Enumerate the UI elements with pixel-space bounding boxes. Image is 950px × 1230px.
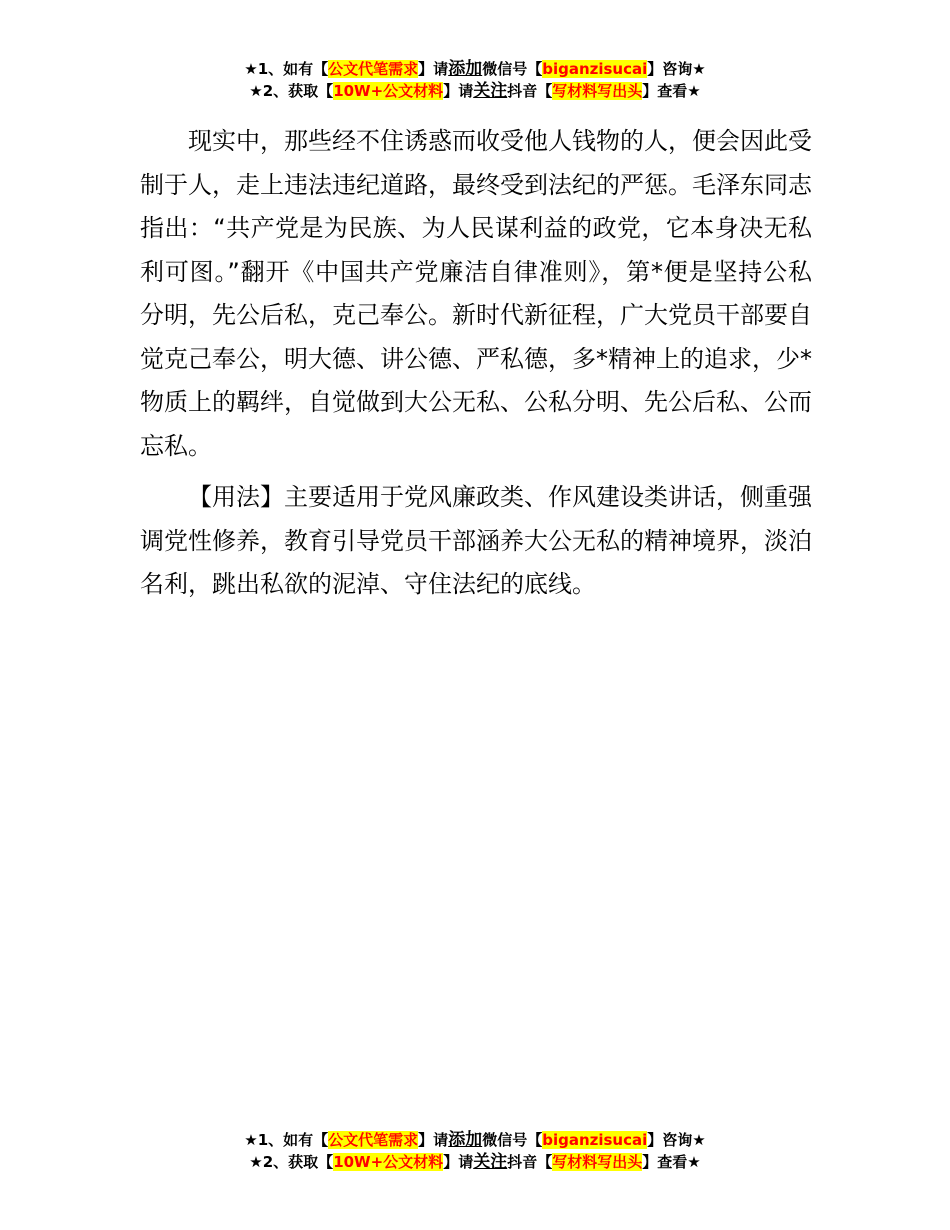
banner-text: 】查看★ <box>642 1153 701 1171</box>
banner-highlight: biganzisucai <box>542 60 648 78</box>
banner-underline: 关注 <box>473 81 508 101</box>
banner-underline: 关注 <box>473 1152 508 1172</box>
banner-text: 抖音【 <box>507 82 553 100</box>
banner-highlight: 10W+公文材料 <box>333 1153 444 1171</box>
banner-highlight: 公文代笔需求 <box>328 1131 419 1149</box>
banner-text: 】请 <box>443 82 474 100</box>
banner-text: 】请 <box>418 1131 449 1149</box>
banner-text: ★1、如有【 <box>244 1131 329 1149</box>
header-banner <box>0 58 950 102</box>
banner-text: 】咨询★ <box>647 1131 706 1149</box>
banner-line-2 <box>0 1151 950 1173</box>
banner-text: ★2、获取【 <box>249 82 334 100</box>
banner-highlight: 公文代笔需求 <box>328 60 419 78</box>
banner-text: 微信号【 <box>482 60 543 78</box>
banner-highlight: biganzisucai <box>542 1131 648 1149</box>
banner-text: 】查看★ <box>642 82 701 100</box>
banner-highlight: 写材料写出头 <box>552 1153 643 1171</box>
banner-text: 】请 <box>443 1153 474 1171</box>
banner-underline: 添加 <box>448 1130 483 1150</box>
banner-highlight: 10W+公文材料 <box>333 82 444 100</box>
footer-banner <box>0 1129 950 1173</box>
body-paragraph-2: 【用法】主要适用于党风廉政类、作风建设类讲话，侧重强调党性修养，教育引导党员干部涵养大公无私的精神境界，淡泊名利，跳出私欲的泥淖、守住法纪的底线。 <box>140 483 812 598</box>
banner-highlight: 写材料写出头 <box>552 82 643 100</box>
banner-line-1 <box>0 1129 950 1151</box>
banner-text: 】请 <box>418 60 449 78</box>
banner-underline: 添加 <box>448 59 483 79</box>
banner-text: 微信号【 <box>482 1131 543 1149</box>
banner-text: 抖音【 <box>507 1153 553 1171</box>
banner-text: 】咨询★ <box>647 60 706 78</box>
banner-text: ★2、获取【 <box>249 1153 334 1171</box>
body-paragraph-1: 现实中，那些经不住诱惑而收受他人钱物的人，便会因此受制于人，走上违法违纪道路，最终受到法纪的严惩。毛泽东同志指出：“共产党是为民族、为人民谋利益的政党，它本身决无私利可图。”翻开《中国共产党廉洁自律准则》，第*便是坚持公私分明，先公后私，克己奉公。新时代新征程，广大党员干部要自觉克己奉公，明大德、讲公德、严私德，多*精神上的追求，少*物质上的羁绊，自觉做到大公无私、公私分明、先公后私、公而忘私。 <box>140 127 812 460</box>
banner-line-1 <box>0 58 950 80</box>
document-body <box>140 120 812 615</box>
banner-text: ★1、如有【 <box>244 60 329 78</box>
banner-line-2 <box>0 80 950 102</box>
